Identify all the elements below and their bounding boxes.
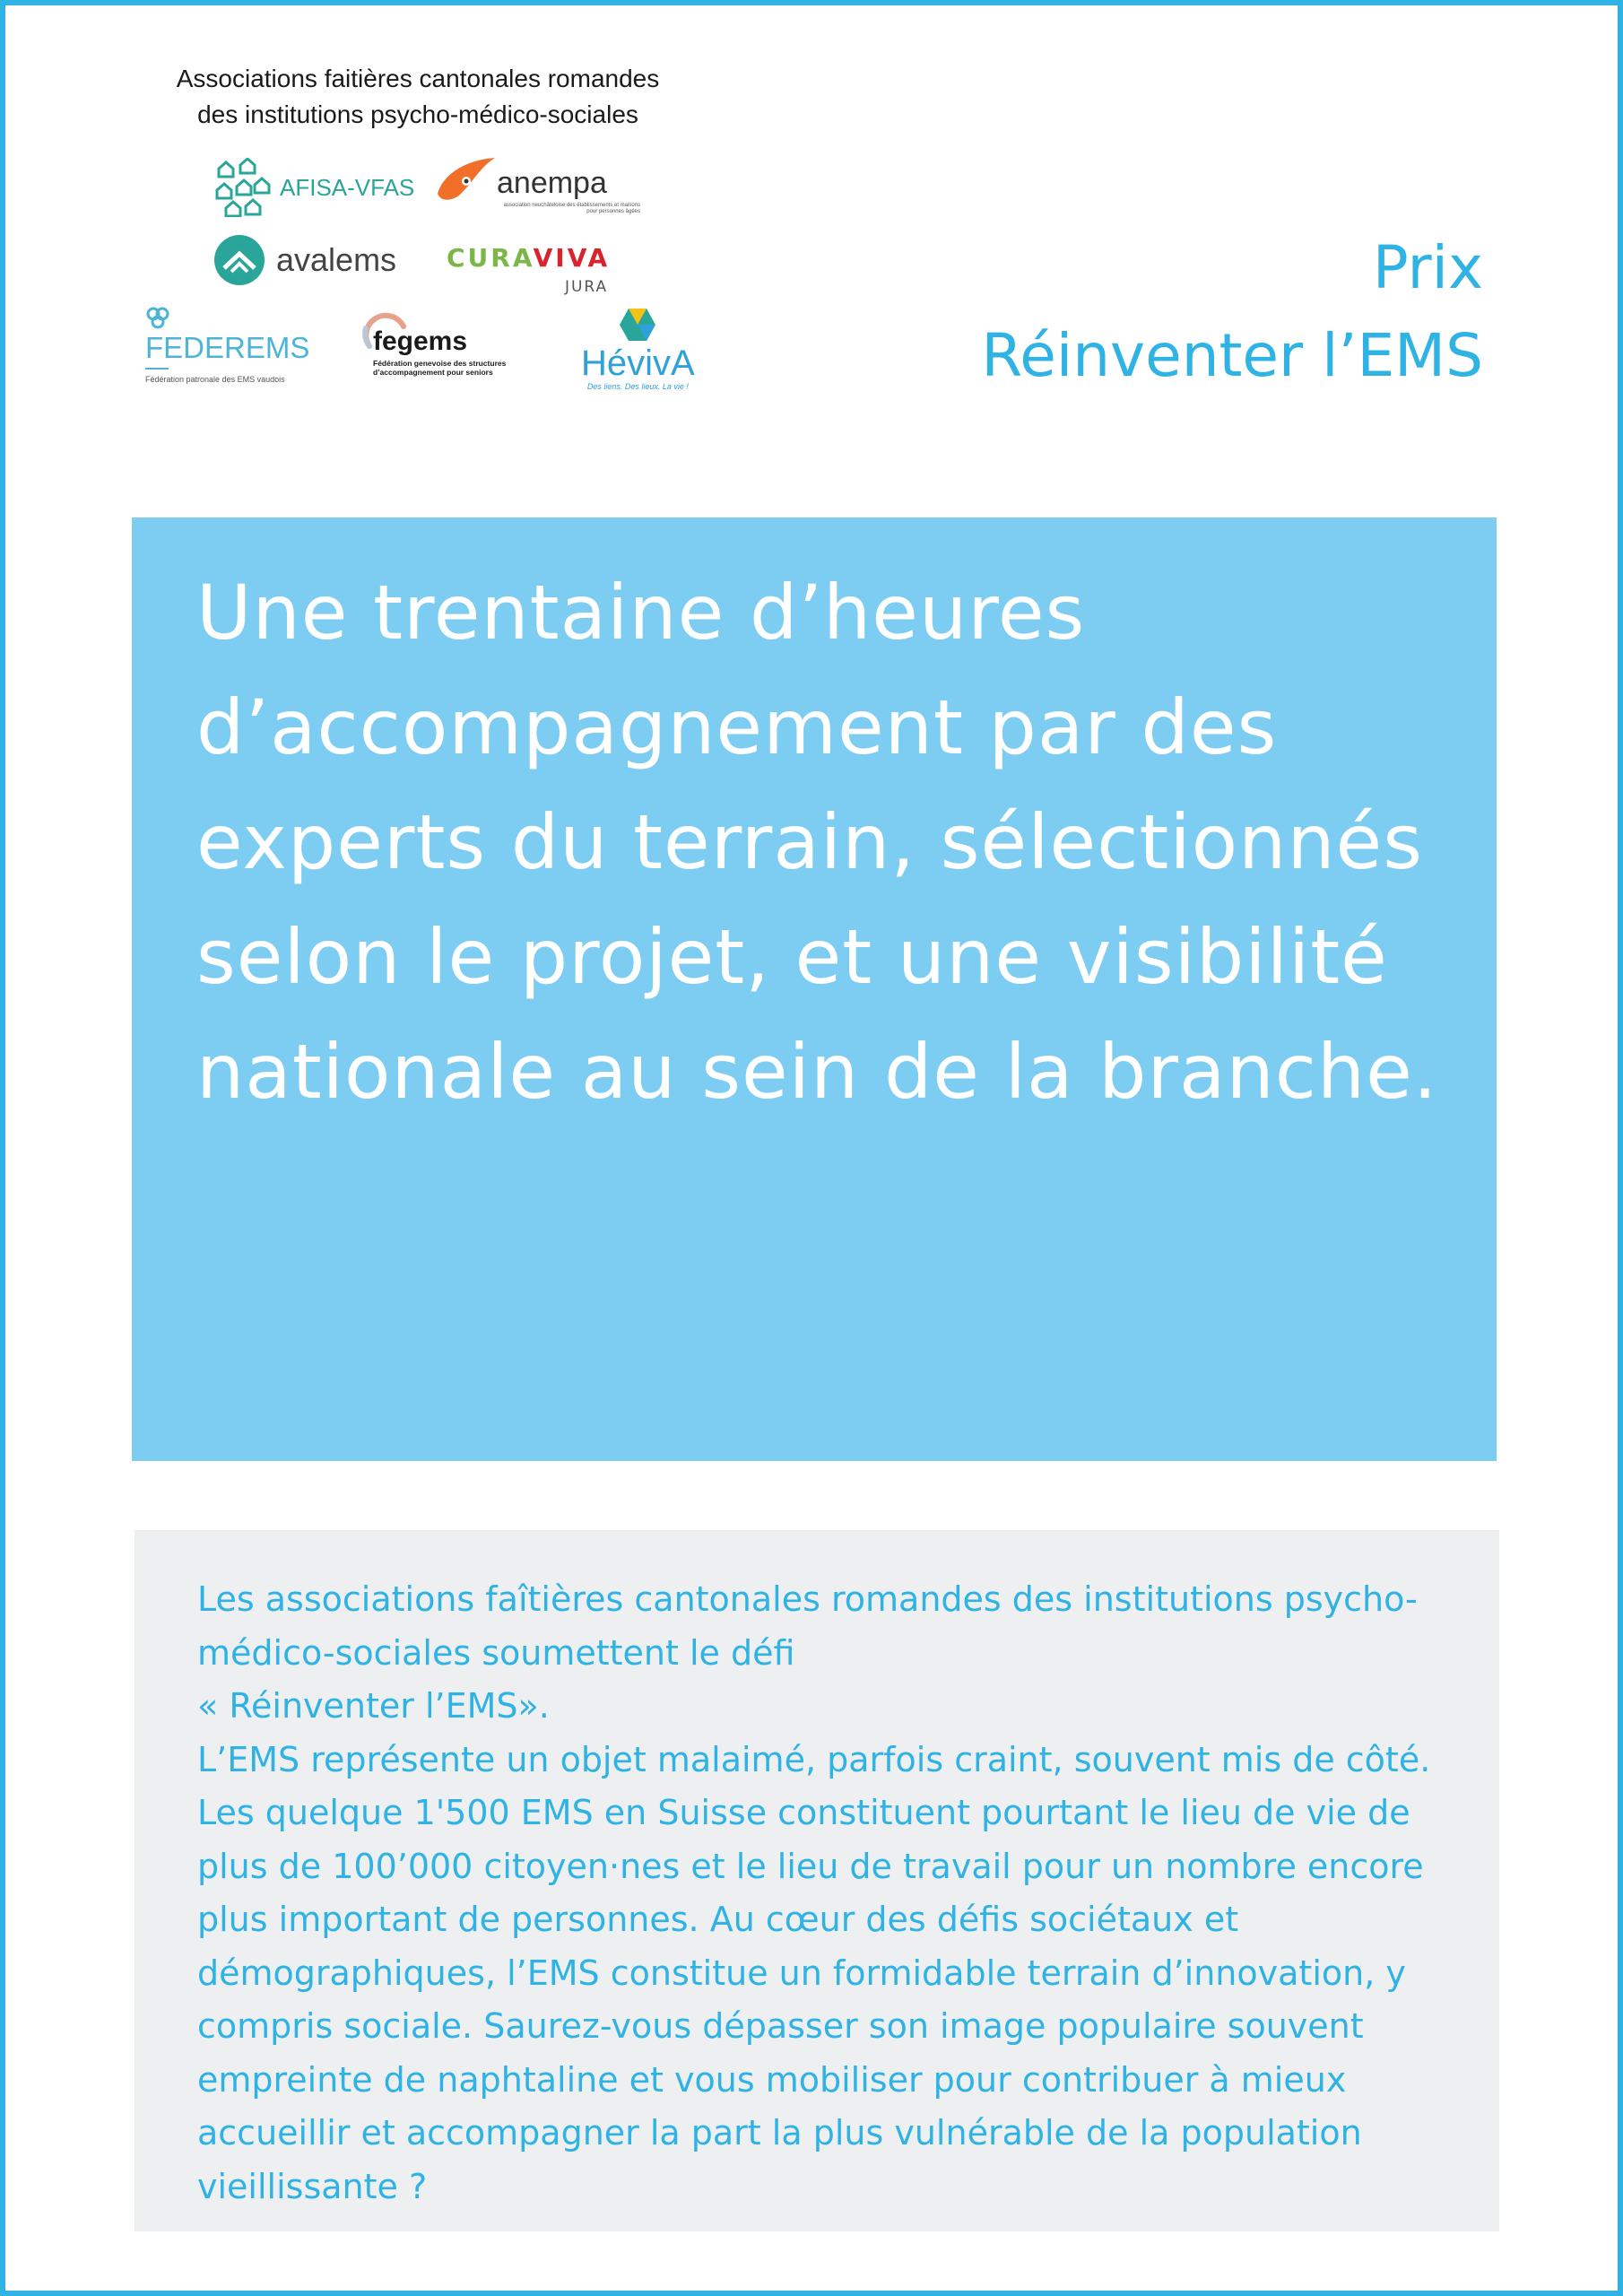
heviva-icon (618, 307, 657, 343)
afisa-vfas-name: AFISA-VFAS (280, 173, 415, 201)
fegems-logo (359, 309, 516, 377)
anempa-name: anempa (497, 166, 607, 200)
anempa-subtitle: association neuchâteloise des établissements et maisons pour personnes âgées (503, 203, 640, 214)
afisa-vfas-logo (213, 158, 414, 217)
highlight-box (132, 517, 1497, 1461)
fegems-name: fegems (373, 326, 468, 356)
avalems-icon (213, 234, 265, 286)
federems-icon (145, 307, 170, 330)
avalems-logo (213, 234, 396, 286)
highlight-text: Une trentaine d’heures d’accompagnement par des experts du terrain, sélectionnés selon le projet, et une visibilité nationale au sein de la branche. (196, 569, 1438, 1116)
prize-title-line1: Prix (1372, 233, 1483, 302)
curaviva-name-part1: CURA (447, 243, 534, 273)
federems-logo (145, 307, 309, 384)
federems-subtitle: Fédération patronale des EMS vaudois (145, 375, 285, 384)
anempa-icon (434, 154, 500, 206)
heviva-tagline: Des liens. Des lieux. La vie ! (586, 382, 689, 391)
federems-name: FEDEREMS (145, 331, 310, 364)
intro-text: Les associations faîtières cantonales romandes des institutions psycho-médico-sociales soumettent le défi « Réinventer l’EMS». L’EMS représente un objet malaimé, parfois craint, souvent mis de côté. Les quelque 1'500 EMS en Suisse constituent pourtant le lieu de vie de plus de 100’000 citoyen·nes et le lieu de travail pour un nombre encore plus important de personnes. Au cœur des défis sociétaux et démographiques, l’EMS constitue un formidable terrain d’innovation, y compris sociale. Saurez-vous dépasser son image populaire souvent empreinte de naphtaline et vous mobiliser pour contribuer à mieux accueillir et accompagner la part la plus vulnérable de la population vieillissante ? (197, 1579, 1431, 2206)
curaviva-jura-logo (447, 244, 610, 296)
afisa-vfas-icon (213, 158, 271, 217)
associations-title: Associations faitières cantonales romandes des institutions psycho-médico-sociales (176, 65, 660, 128)
heviva-logo (581, 307, 695, 391)
intro-box (135, 1530, 1499, 2231)
fegems-subtitle: Fédération genevoise des structures d’accompagnement pour seniors (373, 359, 507, 377)
prize-title (981, 224, 1483, 400)
heviva-name: HévivA (581, 344, 695, 383)
federems-divider (145, 368, 169, 370)
curaviva-subtitle: JURA (564, 278, 609, 296)
avalems-name: avalems (276, 241, 397, 278)
anempa-logo (434, 154, 640, 215)
prize-title-line2: Réinventer l’EMS (981, 321, 1483, 390)
curaviva-name-part2: VIVA (533, 243, 611, 273)
curaviva-name (447, 244, 610, 273)
